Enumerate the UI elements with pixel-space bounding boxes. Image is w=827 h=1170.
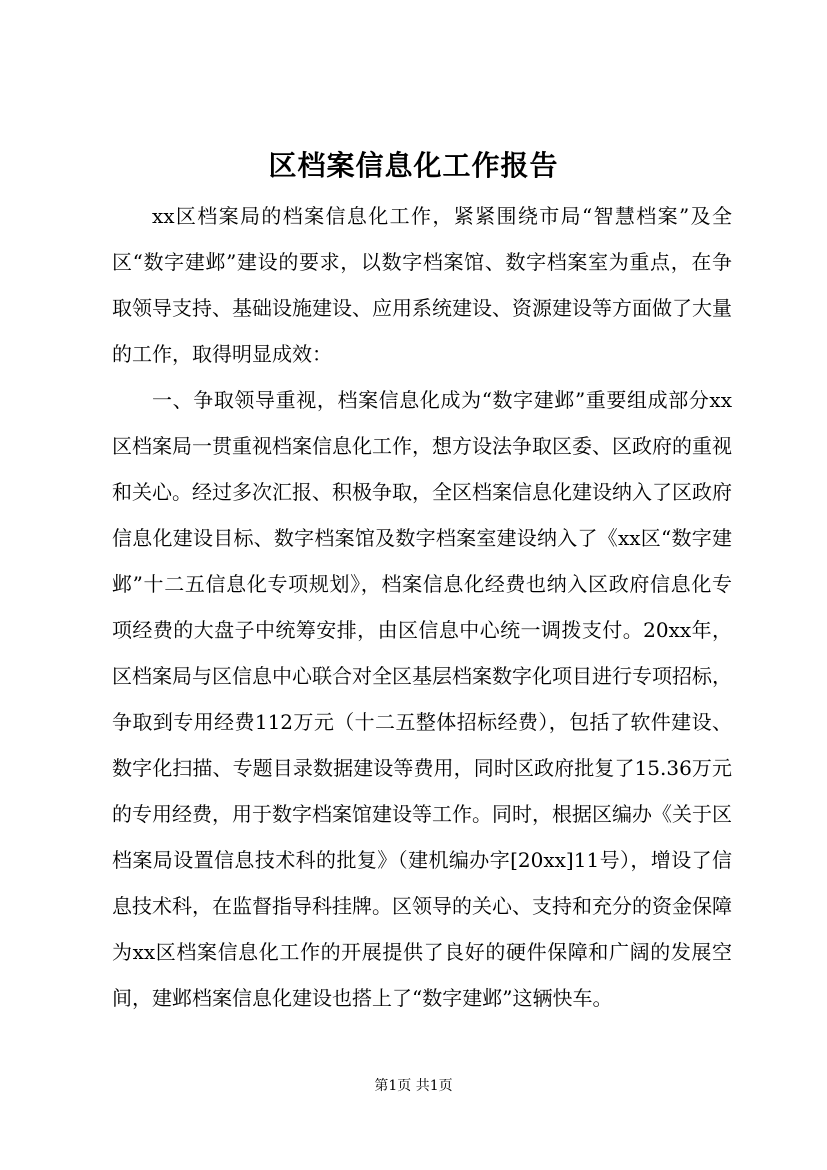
document-title: 区档案信息化工作报告 bbox=[268, 149, 559, 182]
paragraph-intro: xx区档案局的档案信息化工作，紧紧围绕市局“智慧档案”及全区“数字建邺”建设的要求，以数字档案馆、数字档案室为重点，在争取领导支持、基础设施建设、应用系统建设、资源建设等方面做了大量的工作，取得明显成效： bbox=[112, 204, 732, 366]
page-footer: 第1页 共1页 bbox=[374, 1078, 453, 1094]
paragraph-section-one: 一、争取领导重视，档案信息化成为“数字建邺”重要组成部分xx区档案局一贯重视档案信息化工作，想方设法争取区委、区政府的重视和关心。经过多次汇报、积极争取，全区档案信息化建设纳入了区政府信息化建设目标、数字档案馆及数字档案室建设纳入了《xx区“数字建邺”十二五信息化专项规划》，档案信息化经费也纳入区政府信息化专项经费的大盘子中统筹安排，由区信息中心统一调拨支付。20xx年，区档案局与区信息中心联合对全区基层档案数字化项目进行专项招标，争取到专用经费112万元（十二五整体招标经费），包括了软件建设、数字化扫描、专题目录数据建设等费用，同时区政府批复了15.36万元的专用经费，用于数字档案馆建设等工作。同时，根据区编办《关于区档案局设置信息技术科的批复》（建机编办字[20xx]11号），增设了信息技术科，在监督指导科挂牌。区领导的关心、支持和充分的资金保障为xx区档案信息化工作的开展提供了良好的硬件保障和广阔的发展空间，建邺档案信息化建设也搭上了“数字建邺”这辆快车。 bbox=[112, 388, 732, 1010]
document-body bbox=[112, 193, 732, 1021]
